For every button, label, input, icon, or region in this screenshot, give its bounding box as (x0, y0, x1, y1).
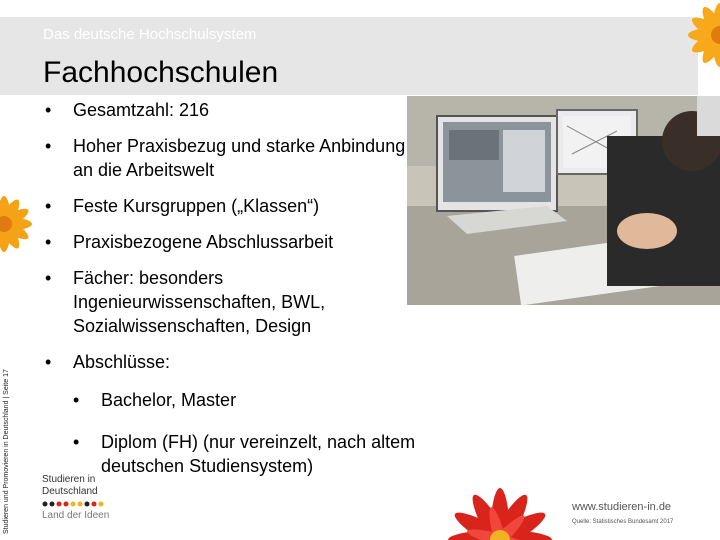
list-item: • Bachelor, Master (73, 390, 237, 410)
footer-url[interactable]: www.studieren-in.de (572, 501, 672, 513)
list-item: • Praxisbezogene Abschlussarbeit (45, 232, 334, 252)
list-item: • Gesamtzahl: 216 (45, 100, 210, 120)
sub-bullet-list (73, 388, 420, 478)
bullet-dot: • (45, 136, 52, 156)
list-item: • Hoher Praxisbezug und starke Anbindung an die Arbeitswelt (45, 136, 406, 180)
footer-source: Quelle: Statistisches Bundesamt 2017 (572, 519, 674, 525)
logo-line-3: Land der Ideen (42, 510, 110, 521)
brand-logo (42, 474, 122, 522)
bullet-dot: • (73, 432, 80, 452)
sunflower-icon (0, 190, 34, 258)
list-item: • Fächer: besonders Ingenieurwissenschaften, BWL, Sozialwissenschaften, Design (45, 268, 326, 336)
page-title: Fachhochschulen (43, 56, 279, 89)
list-item: • Diplom (FH) (nur vereinzelt, nach altem deutschen Studiensystem) (73, 432, 416, 476)
bullet-dot: • (73, 390, 80, 410)
list-item: • Feste Kursgruppen („Klassen“) (45, 196, 320, 216)
bullet-dot: • (45, 196, 52, 216)
bullet-dot: • (45, 232, 52, 252)
bullet-dot: • (45, 352, 52, 372)
red-flower-icon (440, 484, 560, 540)
side-page-label: Studieren und Promovieren in Deutschland | Seite 17 (3, 369, 10, 534)
bullet-dot: • (45, 268, 52, 288)
list-item: • Abschlüsse: • Bachelor, Master • Diplom (FH) (nur vereinzelt, nach altem deutschen Studiensystem) (40, 350, 420, 478)
logo-line-1: Studieren in (42, 474, 96, 485)
logo-dots (42, 501, 108, 507)
bullet-list (40, 98, 420, 496)
sunflower-icon (682, 0, 720, 70)
workstation-photo (407, 96, 720, 305)
logo-line-2: Deutschland (42, 486, 98, 497)
bullet-dot: • (45, 100, 52, 120)
header-kicker: Das deutsche Hochschulsystem (43, 26, 257, 43)
